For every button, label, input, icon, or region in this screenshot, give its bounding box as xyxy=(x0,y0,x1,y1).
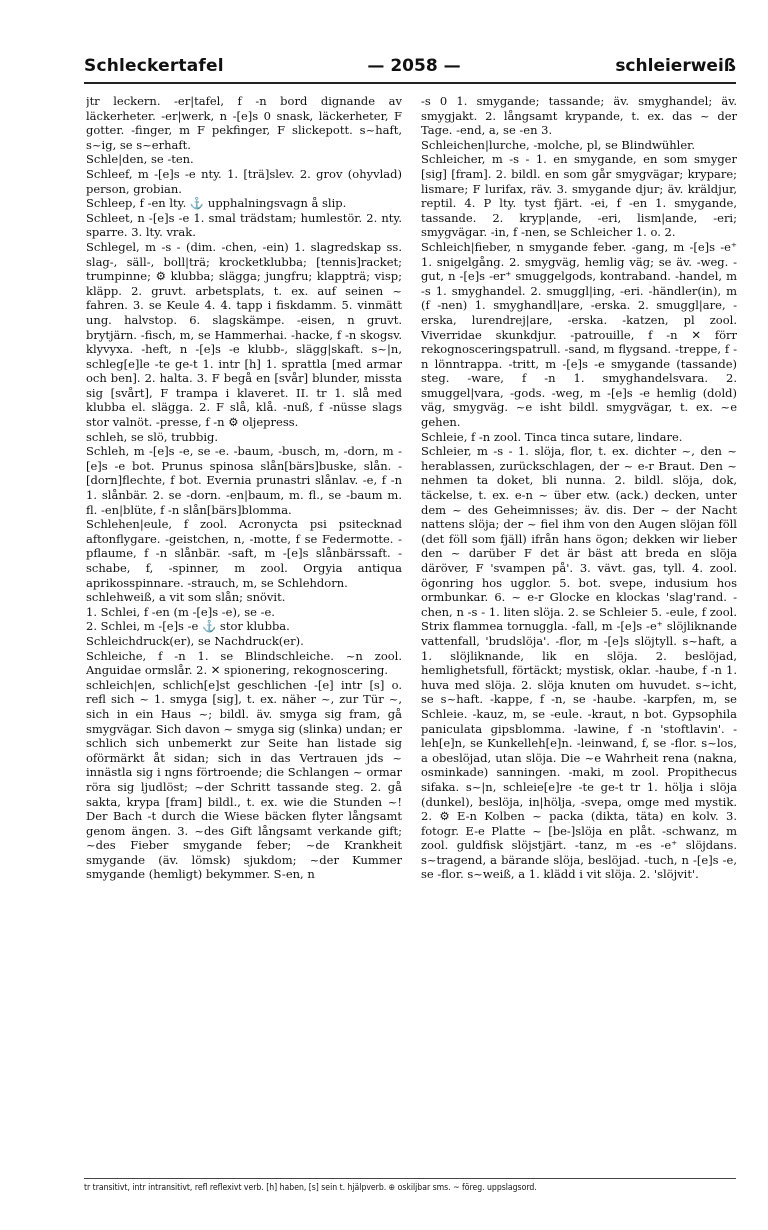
entry: Schlegel, m -s - (dim. -chen, -ein) 1. slagredskap ss. slag-, säll-, boll|trä; krocketklubba; [tennis]racket; trumpinne; ⚙ klubba; slägga; jungfru; klappträ; visp; kläpp. 2. gruvt. arbetsplats, t. ex. auf seinen ~ fahren. 3. se Keule 4. 4. tapp i fiskdamm. 5. vinmätt ung. halvstop. 6. slagskämpe. -eisen, n gruvt. brytjärn. -fisch, m, se Hammerhai. -hacke, f -n skogsv. klyvyxa. -heft, n -[e]s -e klubb-, slägg|skaft. s~|n, schleg[e]le -te ge-t 1. intr [h] 1. sprattla [med armar och ben]. 2. halta. 3. F begå en [svår] blunder, missta sig [svårt], F trampa i klaveret. II. tr 1. slå med klubba el. slägga. 2. F slå, klå. -nuß, f -nüsse slags stor valnöt. -presse, f -n ⚙ oljepress. xyxy=(86,239,402,430)
page-number: — 2058 — xyxy=(367,56,461,76)
footer-rule xyxy=(84,1178,736,1179)
entry: Schleier, m -s - 1. slöja, flor, t. ex. dichter ~, den ~ herablassen, zurückschlagen, der ~ e-r Braut. Den ~ nehmen ta doket, bli nunna. 2. bildl. slöja, dok, täckelse, t. ex. e-n ~ über etw. (ack.) decken, unter dem ~ des Geheimnisses; äv. dis. Der ~ der Nacht nattens slöja; der ~ fiel ihm von den Augen slöjan föll (det föll som fjäll) ifrån hans ögon; dekken wir lieber den ~ darüber F det är bäst att breda en slöja däröver, F 'svampen på'. 3. vävt. gas, tyll. 4. zool. ögonring hos ugglor. 5. bot. svepe, indusium hos ormbunkar. 6. ~ e-r Glocke en klockas 'slag'rand. -chen, n -s - 1. liten slöja. 2. se Schleier 5. -eule, f zool. Strix flammea tornuggla. -fall, m -[e]s -e⁺ slöjliknande vattenfall, 'brudslöja'. -flor, m -[e]s slöjtyll. s~haft, a 1. slöjliknande, lik en slöja. 2. beslöjad, hemlighetsfull, förtäckt; mystisk, oklar. -haube, f -n 1. huva med slöja. 2. slöja knuten om huvudet. s~icht, se s~haft. -kappe, f -n, se -haube. -karpfen, m, se Schleie. -kauz, m, se -eule. -kraut, n bot. Gypsophila paniculata gipsblomma. -lawine, f -n 'stoftlavin'. -leh[e]n, se Kunkelleh[e]n. -leinwand, f, se -flor. s~los, a obeslöjad, utan slöja. Die ~e Wahrheit rena (nakna, osminkade) sanningen. -maki, m zool. Propithecus sifaka. s~|n, schleie[e]re -te ge-t tr 1. hölja i slöja (dunkel), beslöja, in|hölja, -svepa, omge med mystik. 2. ⚙ E-n Kolben ~ packa (dikta, täta) en kolv. 3. fotogr. E-e Platte ~ [be-]slöja en plåt. -schwanz, m zool. guldfisk slöjstjärt. -tanz, m -es -e⁺ slöjdans. s~tragend, a bärande slöja, beslöjad. -tuch, n -[e]s -e, se -flor. s~weiß, a 1. klädd i vit slöja. 2. 'slöjvit'. xyxy=(421,444,737,882)
entry: Schleie, f -n zool. Tinca tinca sutare, lindare. xyxy=(421,429,683,444)
entry: 1. Schlei, f -en (m -[e]s -e), se -e. xyxy=(86,604,275,619)
entry: Schleichen|lurche, -molche, pl, se Blindwühler. xyxy=(421,137,696,152)
entry: Schleep, f -en lty. ⚓ upphalningsvagn å slip. xyxy=(86,196,347,211)
entry: jtr leckern. -er|tafel, f -n bord dignande av läckerheter. -er|werk, n -[e]s 0 snask, läckerheter, F gotter. -finger, m F pekfinger, F slickepott. s~haft, s~ig, se s~erhaft. xyxy=(86,94,402,152)
entry: Schleh, m -[e]s -e, se -e. -baum, -busch, m, -dorn, m -[e]s -e bot. Prunus spinosa slån[bärs]buske, slån. -[dorn]flechte, f bot. Evernia prunastri slånlav. -e, f -n 1. slånbär. 2. se -dorn. -en|baum, m. fl., se -baum m. fl. -en|blüte, f -n slån[bärs]blomma. xyxy=(86,444,402,517)
right-column xyxy=(421,94,737,1169)
left-column xyxy=(86,94,402,1169)
entry: Schleef, m -[e]s -e nty. 1. [trä]slev. 2. grov (ohyvlad) person, grobian. xyxy=(86,166,402,196)
entry: Schlehen|eule, f zool. Acronycta psi psitecknad aftonflygare. -geistchen, n, -motte, f se Federmotte. -pflaume, f -n slånbär. -saft, m -[e]s slånbärssaft. -schabe, f, -spinner, m zool. Orgyia antiqua aprikosspinnare. -strauch, m, se Schlehdorn. xyxy=(86,517,402,590)
entry: schleich|en, schlich[e]st geschlichen -[e] intr [s] o. refl sich ~ 1. smyga [sig], t. ex. näher ~, zur Tür ~, sich in ein Haus ~; bildl. äv. smyga sig fram, gå smygvägar. Sich davon ~ smyga sig (slinka) undan; er schlich sich unbemerkt zur Seite han listade sig oförmärkt åt sidan; sich in das Vertrauen jds ~ innästla sig i ngns förtroende; die Schlangen ~ ormar röra sig ljudlöst; ~der Schritt tassande steg. 2. gå sakta, krypa [fram] bildl., t. ex. wie die Stunden ~! Der Bach -t durch die Wiese bäcken flyter långsamt genom ängen. 3. ~des Gift långsamt verkande gift; ~des Fieber smygande feber; ~de Krankheit smygande (äv. lömsk) sjukdom; ~der Kummer smygande (hemligt) bekymmer. S-en, n xyxy=(86,677,402,882)
abbreviation-legend: tr transitivt, intr intransitivt, refl reflexivt verb. [h] haben, [s] sein t. hjälpverb. ⊕ oskiljbar sms. ~ föreg. uppslagsord. xyxy=(84,1183,537,1193)
entry: Schleicher, m -s - 1. en smygande, en som smyger [sig] [fram]. 2. bildl. en som går smygvägar; krypare; lismare; F lurifax, räv. 3. smygande djur; äv. kräldjur, reptil. 4. P lty. tyst fjärt. -ei, f -en 1. smygande, tassande. 2. kryp|ande, -eri, lism|ande, -eri; smygvägar. -in, f -nen, se Schleicher 1. o. 2. xyxy=(421,152,737,240)
header-rule xyxy=(84,82,736,84)
entry: schlehweiß, a vit som slån; snövit. xyxy=(86,590,286,605)
entry: Schleichdruck(er), se Nachdruck(er). xyxy=(86,633,304,648)
entry: Schleet, n -[e]s -e 1. smal trädstam; humlestör. 2. nty. sparre. 3. lty. vrak. xyxy=(86,210,402,240)
entry: Schle|den, se -ten. xyxy=(86,152,194,167)
entry: Schleiche, f -n 1. se Blindschleiche. ~n zool. Anguidae ormslår. 2. ✕ spionering, rekognoscering. xyxy=(86,648,402,678)
page-header xyxy=(84,56,736,80)
entry: schleh, se slö, trubbig. xyxy=(86,429,219,444)
entry: -s 0 1. smygande; tassande; äv. smyghandel; äv. smygjakt. 2. långsamt krypande, t. ex. das ~ der Tage. -end, a, se -en 3. xyxy=(421,94,737,138)
header-first-entry: Schleckertafel xyxy=(84,56,224,76)
header-last-entry: schleierweiß xyxy=(615,56,736,76)
entry: 2. Schlei, m -[e]s -e ⚓ stor klubba. xyxy=(86,619,290,634)
entry: Schleich|fieber, n smygande feber. -gang, m -[e]s -e⁺ 1. snigelgång. 2. smygväg, hemlig väg; se äv. -weg. -gut, n -[e]s -er⁺ smuggelgods, kontraband. -handel, m -s 1. smyghandel. 2. smuggl|ing, -eri. -händler(in), m (f -nen) 1. smyghandl|are, -erska. 2. smuggl|are, -erska, lurendrej|are, -erska. -katzen, pl zool. Viverridae skunkdjur. -patrouille, f -n ✕ förr rekognosceringspatrull. -sand, m flygsand. -treppe, f -n lönntrappa. -tritt, m -[e]s -e smygande (tassande) steg. -ware, f -n 1. smyghandelsvara. 2. smuggel|vara, -gods. -weg, m -[e]s -e hemlig (dold) väg, smygväg. ~e isht bildl. smygvägar, t. ex. ~e gehen. xyxy=(421,239,737,430)
